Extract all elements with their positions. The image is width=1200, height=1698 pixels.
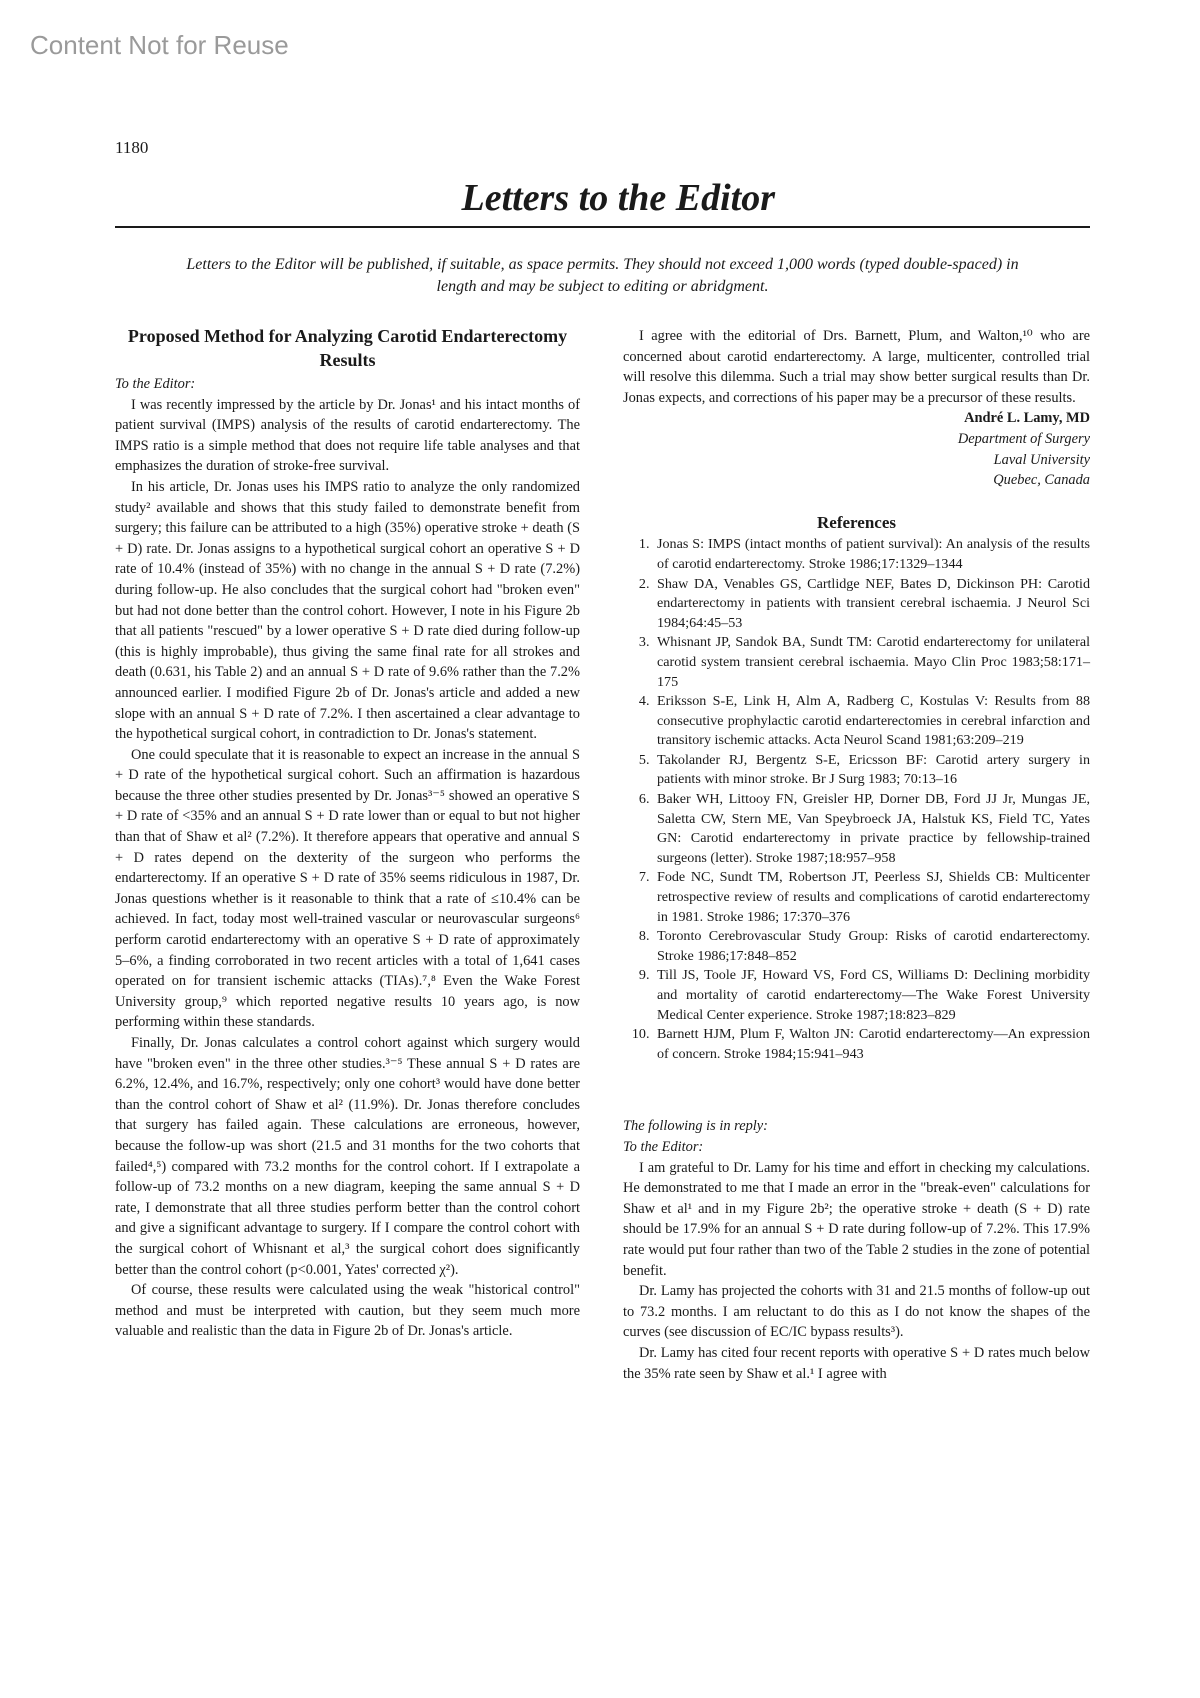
letter-paragraph: In his article, Dr. Jonas uses his IMPS ratio to analyze the only randomized study² available and shows that this study failed to demonstrate benefit from surgery; this failure can be attributed to a high (35%) operative stroke + death (S + D) rate. Dr. Jonas assigns to a hypothetical surgical cohort an operative S + D rate of 10.4% (instead of 35%) with no change in the annual S + D rate (7.2%) during follow-up. He also concludes that the surgical cohort had "broken even" but had not done better than the control cohort. However, I note in his Figure 2b that all patients "rescued" by a lower operative S + D rate died during follow-up (this is highly improbable), thus giving the same final rate for all strokes and death (0.631, his Table 2) and an annual S + D rate of 9.6% rather than the 7.2% announced earlier. I modified Figure 2b of Dr. Jonas's article and added a new slope with an annual S + D rate of 7.2%. I then ascertained a clear advantage to the hypothetical surgical cohort, in contradiction to Dr. Jonas's statement.	[115, 478, 580, 743]
reply-letter	[623, 1116, 1090, 1384]
references-heading: References	[817, 512, 896, 532]
reference-item: 6. Baker WH, Littooy FN, Greisler HP, Dorner DB, Ford JJ Jr, Mungas JE, Saletta CW, Stern ME, Van Speybroeck JA, Halstuk KS, Field TC, Yates GN: Carotid endarterectomy in private practice by fellowship-trained surgeons (letter). Stroke 1987;18:957–958	[653, 790, 1090, 868]
signature-block	[623, 408, 1090, 490]
reference-item: 8. Toronto Cerebrovascular Study Group: Risks of carotid endarterectomy. Stroke 1986;17:848–852	[653, 927, 1090, 966]
reference-item: 2. Shaw DA, Venables GS, Cartlidge NEF, Bates D, Dickinson PH: Carotid endarterectomy in patients with transient cerebral ischaemia. J Neurol Sci 1984;64:45–53	[653, 575, 1090, 634]
reference-item: 10. Barnett HJM, Plum F, Walton JN: Carotid endarterectomy—An expression of concern. Stroke 1984;15:941–943	[653, 1025, 1090, 1064]
author-university: Laval University	[993, 451, 1090, 468]
section-header	[115, 176, 1090, 228]
reference-item: 5. Takolander RJ, Bergentz S-E, Ericsson BF: Carotid artery surgery in patients with minor stroke. Br J Surg 1983; 70:13–16	[653, 751, 1090, 790]
reference-item: 1. Jonas S: IMPS (intact months of patient survival): An analysis of the results of carotid endarterectomy. Stroke 1986;17:1329–1344	[653, 535, 1090, 574]
reply-intro: The following is in reply:	[623, 1118, 768, 1135]
reply-salutation: To the Editor:	[623, 1138, 704, 1155]
letter-salutation: To the Editor:	[115, 376, 196, 392]
watermark: Content Not for Reuse	[30, 30, 289, 60]
letter-title: Proposed Method for Analyzing Carotid Endarterectomy Results	[127, 326, 568, 370]
section-title: Letters to the Editor	[461, 177, 775, 219]
author-name: André L. Lamy, MD	[964, 410, 1090, 427]
letter-paragraph: I agree with the editorial of Drs. Barnett, Plum, and Walton,¹⁰ who are concerned about carotid endarterectomy. A large, multicenter, controlled trial will resolve this dilemma. Such a trial may show better surgical results than Dr. Jonas expects, and corrections of his paper may be a precursor of these results.	[623, 328, 1090, 406]
reply-paragraph: Dr. Lamy has cited four recent reports with operative S + D rates much below the 35% rate seen by Shaw et al.¹ I agree with	[623, 1344, 1090, 1382]
references-list	[623, 535, 1090, 1064]
page-number: 1180	[115, 138, 149, 157]
author-location: Quebec, Canada	[993, 472, 1090, 489]
left-column	[115, 324, 580, 1342]
reference-item: 9. Till JS, Toole JF, Howard VS, Ford CS, Williams D: Declining morbidity and mortality of carotid endarterectomy—The Wake Forest University Medical Center experience. Stroke 1987;18:823–829	[653, 966, 1090, 1025]
reply-paragraph: I am grateful to Dr. Lamy for his time and effort in checking my calculations. He demonstrated to me that I made an error in the "break-even" calculations for Shaw et al¹ and in my Figure 2b²; the operative stroke + death (S + D) rate should be 17.9% for an annual S + D rate during follow-up of 7.2%. This 17.9% rate would put four rather than two of the Table 2 studies in the zone of potential benefit.	[623, 1159, 1090, 1279]
letter-paragraph: Finally, Dr. Jonas calculates a control cohort against which surgery would have "broken even" in the three other studies.³⁻⁵ These annual S + D rates are 6.2%, 12.4%, and 16.7%, respectively; only one cohort³ would have done better than the control cohort of Shaw et al² (11.9%). Dr. Jonas therefore concludes that surgery has failed again. These calculations are erroneous, however, because the follow-up was short (21.5 and 31 months for the two cohorts that failed⁴,⁵) compared with 73.2 months for the control cohort. If I extrapolate a follow-up of 73.2 months on a new diagram, keeping the same annual S + D rate, I demonstrate that all three studies perform better than the control cohort and give a significant advantage to surgery. If I compare the control cohort with the surgical cohort of Whisnant et al,³ the surgical cohort does significantly better than the control cohort (p<0.001, Yates' corrected χ²).	[115, 1035, 580, 1278]
editorial-note: Letters to the Editor will be published, if suitable, as space permits. They should not exceed 1,000 words (typed double-spaced) in length and may be subject to editing or abridgment.	[186, 256, 1019, 295]
letter-paragraph: Of course, these results were calculated using the weak "historical control" method and must be interpreted with caution, but they seem much more valuable and realistic than the data in Figure 2b of Dr. Jonas's article.	[115, 1282, 580, 1340]
reply-paragraph: Dr. Lamy has projected the cohorts with 31 and 21.5 months of follow-up out to 73.2 months. I am reluctant to do this as I do not know the shapes of the curves (see discussion of EC/IC bypass results³).	[623, 1283, 1090, 1341]
letter-paragraph: One could speculate that it is reasonable to expect an increase in the annual S + D rate of the hypothetical surgical cohort. Such an affirmation is hazardous because the three other studies presented by Dr. Jonas³⁻⁵ showed an operative S + D rate of <35% and an annual S + D rate lower than or equal to but not higher than that of Shaw et al² (7.2%). It therefore appears that operative and annual S + D rates depend on the dexterity of the surgeon who performs the endarterectomy. If an operative S + D rate of 35% seems ridiculous in 1987, Dr. Jonas questions whether is it reasonable to think that a rate of ≤10.4% can be achieved. In fact, today most well-trained vascular or neurovascular surgeons⁶ perform carotid endarterectomy with an operative S + D rate of approximately 5–6%, a finding corroborated in two recent articles with a total of 1,641 cases operated on for transient ischemic attacks (TIAs).⁷,⁸ Even the Wake Forest University group,⁹ which reported negative results 10 years ago, is now performing within these standards.	[115, 746, 580, 1031]
right-column	[623, 326, 1090, 1384]
reference-item: 7. Fode NC, Sundt TM, Robertson JT, Peerless SJ, Shields CB: Multicenter retrospective review of results and complications of carotid endarterectomy in 1981. Stroke 1986; 17:370–376	[653, 868, 1090, 927]
reference-item: 3. Whisnant JP, Sandok BA, Sundt TM: Carotid endarterectomy for unilateral carotid system transient cerebral ischaemia. Mayo Clin Proc 1983;58:171–175	[653, 633, 1090, 692]
reference-item: 4. Eriksson S-E, Link H, Alm A, Radberg C, Kostulas V: Results from 88 consecutive prophylactic carotid endarterectomies in cerebral infarction and transitory ischemic attacks. Acta Neurol Scand 1981;63:209–219	[653, 692, 1090, 751]
letter-paragraph: I was recently impressed by the article by Dr. Jonas¹ and his intact months of patient survival (IMPS) analysis of the results of carotid endarterectomy. The IMPS ratio is a simple method that does not require life table analyses and that emphasizes the duration of stroke-free survival.	[115, 396, 580, 475]
author-department: Department of Surgery	[957, 430, 1090, 447]
